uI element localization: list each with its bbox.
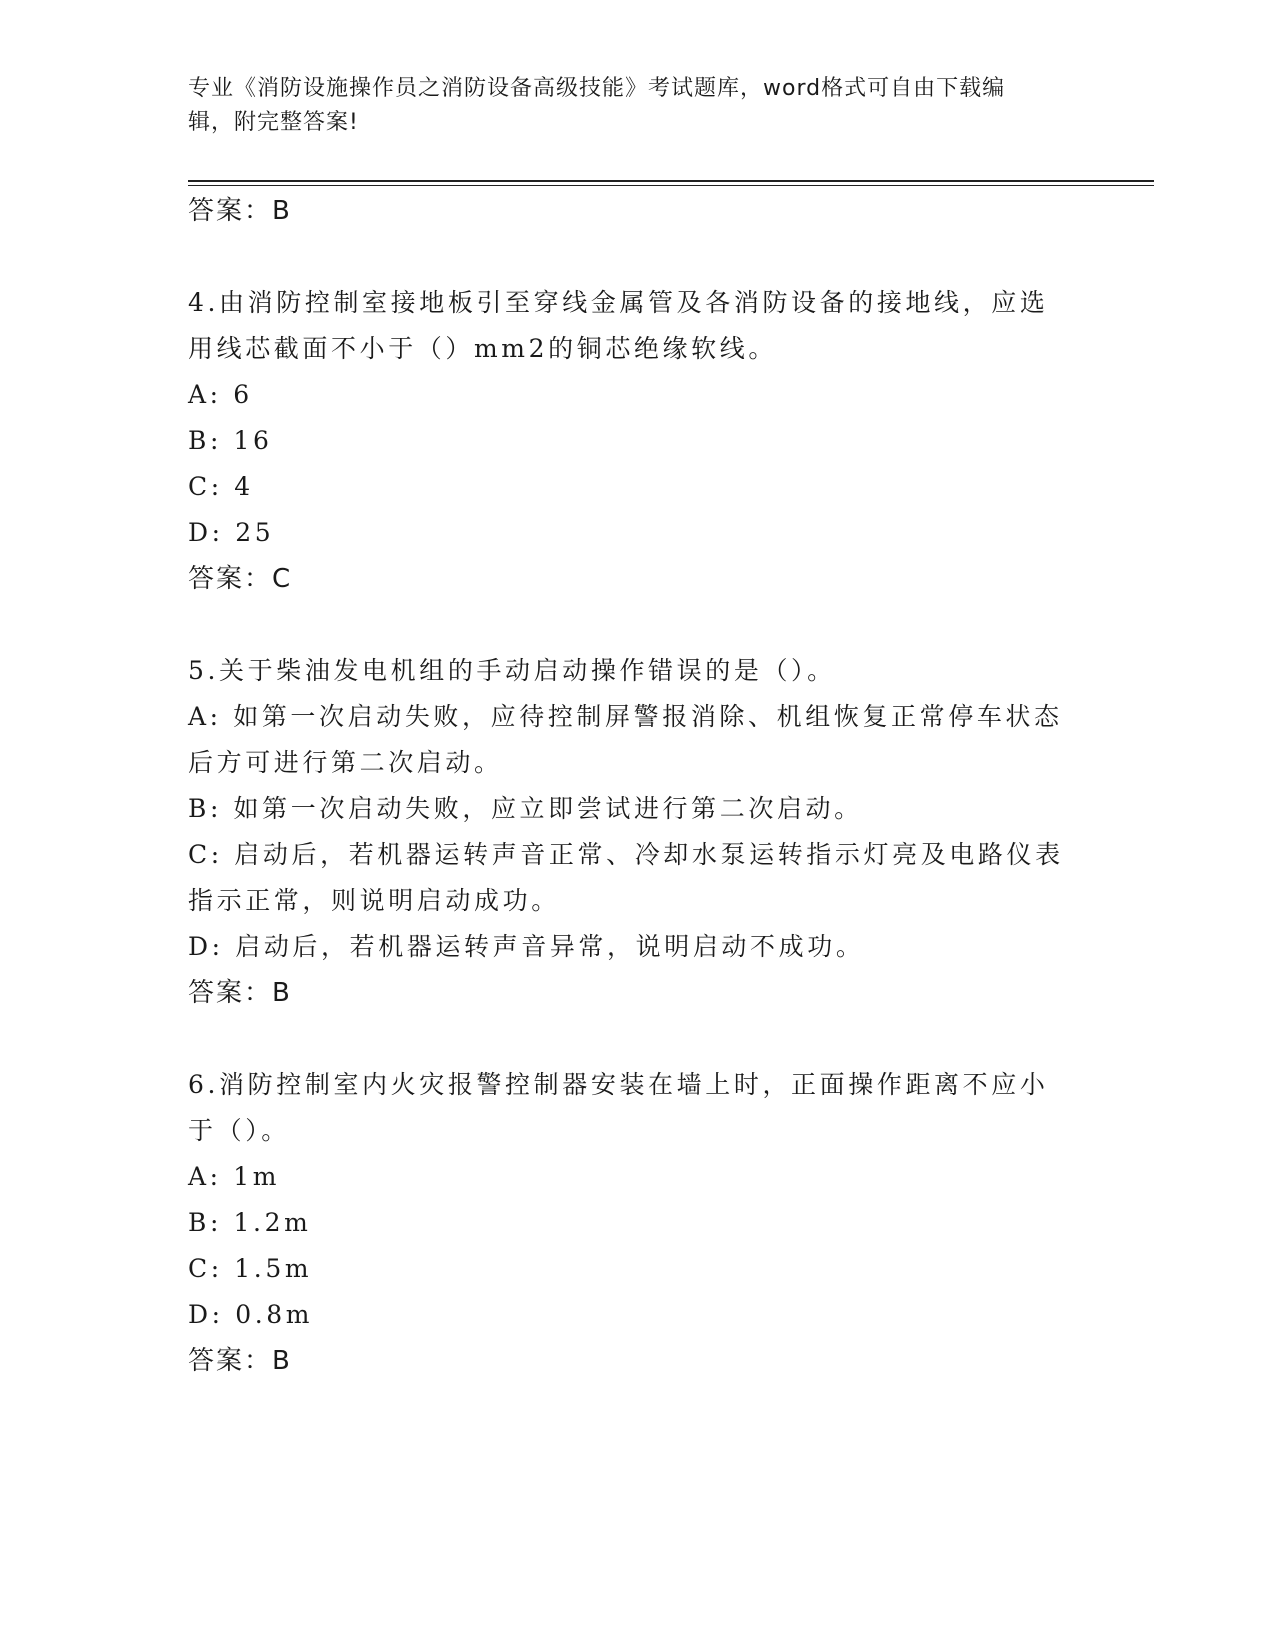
question-block: [188, 648, 1088, 1016]
option-c: C: 1.5m: [188, 1254, 313, 1283]
question-block: [188, 1062, 1088, 1384]
question-line: 5.关于柴油发电机组的手动启动操作错误的是（）。: [188, 656, 836, 685]
option-d: D: 0.8m: [188, 1300, 314, 1329]
spacer: [188, 234, 1088, 280]
answer: 答案：C: [188, 564, 293, 594]
document-header: [188, 72, 1068, 140]
header-rule-thick: [188, 180, 1154, 182]
option-line: A: 如第一次启动失败，应待控制屏警报消除、机组恢复正常停车状态: [188, 702, 1063, 731]
option-a: [188, 694, 1088, 786]
spacer: [188, 1016, 1088, 1062]
answer: 答案：B: [188, 978, 292, 1008]
header-line-2: 辑，附完整答案!: [188, 110, 359, 135]
spacer: [188, 602, 1088, 648]
option-line: C: 启动后，若机器运转声音正常、冷却水泵运转指示灯亮及电路仪表: [188, 840, 1064, 869]
option-c: C: 4: [188, 472, 254, 501]
question-line: 于（）。: [188, 1116, 290, 1145]
option-a: A: 6: [188, 380, 253, 409]
question-text: [188, 648, 1088, 694]
header-rule-thin: [188, 185, 1154, 186]
question-text: [188, 1062, 1088, 1154]
option-d: D: 启动后，若机器运转声音异常，说明启动不成功。: [188, 932, 865, 961]
question-text: [188, 280, 1088, 372]
question-block: [188, 280, 1088, 602]
option-b: B: 如第一次启动失败，应立即尝试进行第二次启动。: [188, 794, 863, 823]
previous-answer: 答案：B: [188, 196, 292, 226]
option-a: A: 1m: [188, 1162, 281, 1191]
answer: 答案：B: [188, 1346, 292, 1376]
header-line-1: 专业《消防设施操作员之消防设备高级技能》考试题库，word格式可自由下载编: [188, 76, 1006, 101]
question-content: [188, 188, 1088, 1384]
option-b: B: 16: [188, 426, 273, 455]
option-d: D: 25: [188, 518, 275, 547]
option-line: 后方可进行第二次启动。: [188, 748, 503, 777]
question-line: 用线芯截面不小于（）mm2的铜芯绝缘软线。: [188, 334, 777, 363]
question-line: 4.由消防控制室接地板引至穿线金属管及各消防设备的接地线，应选: [188, 288, 1049, 317]
question-line: 6.消防控制室内火灾报警控制器安装在墙上时，正面操作距离不应小: [188, 1070, 1049, 1099]
option-b: B: 1.2m: [188, 1208, 312, 1237]
option-c: [188, 832, 1088, 924]
option-line: 指示正常，则说明启动成功。: [188, 886, 560, 915]
